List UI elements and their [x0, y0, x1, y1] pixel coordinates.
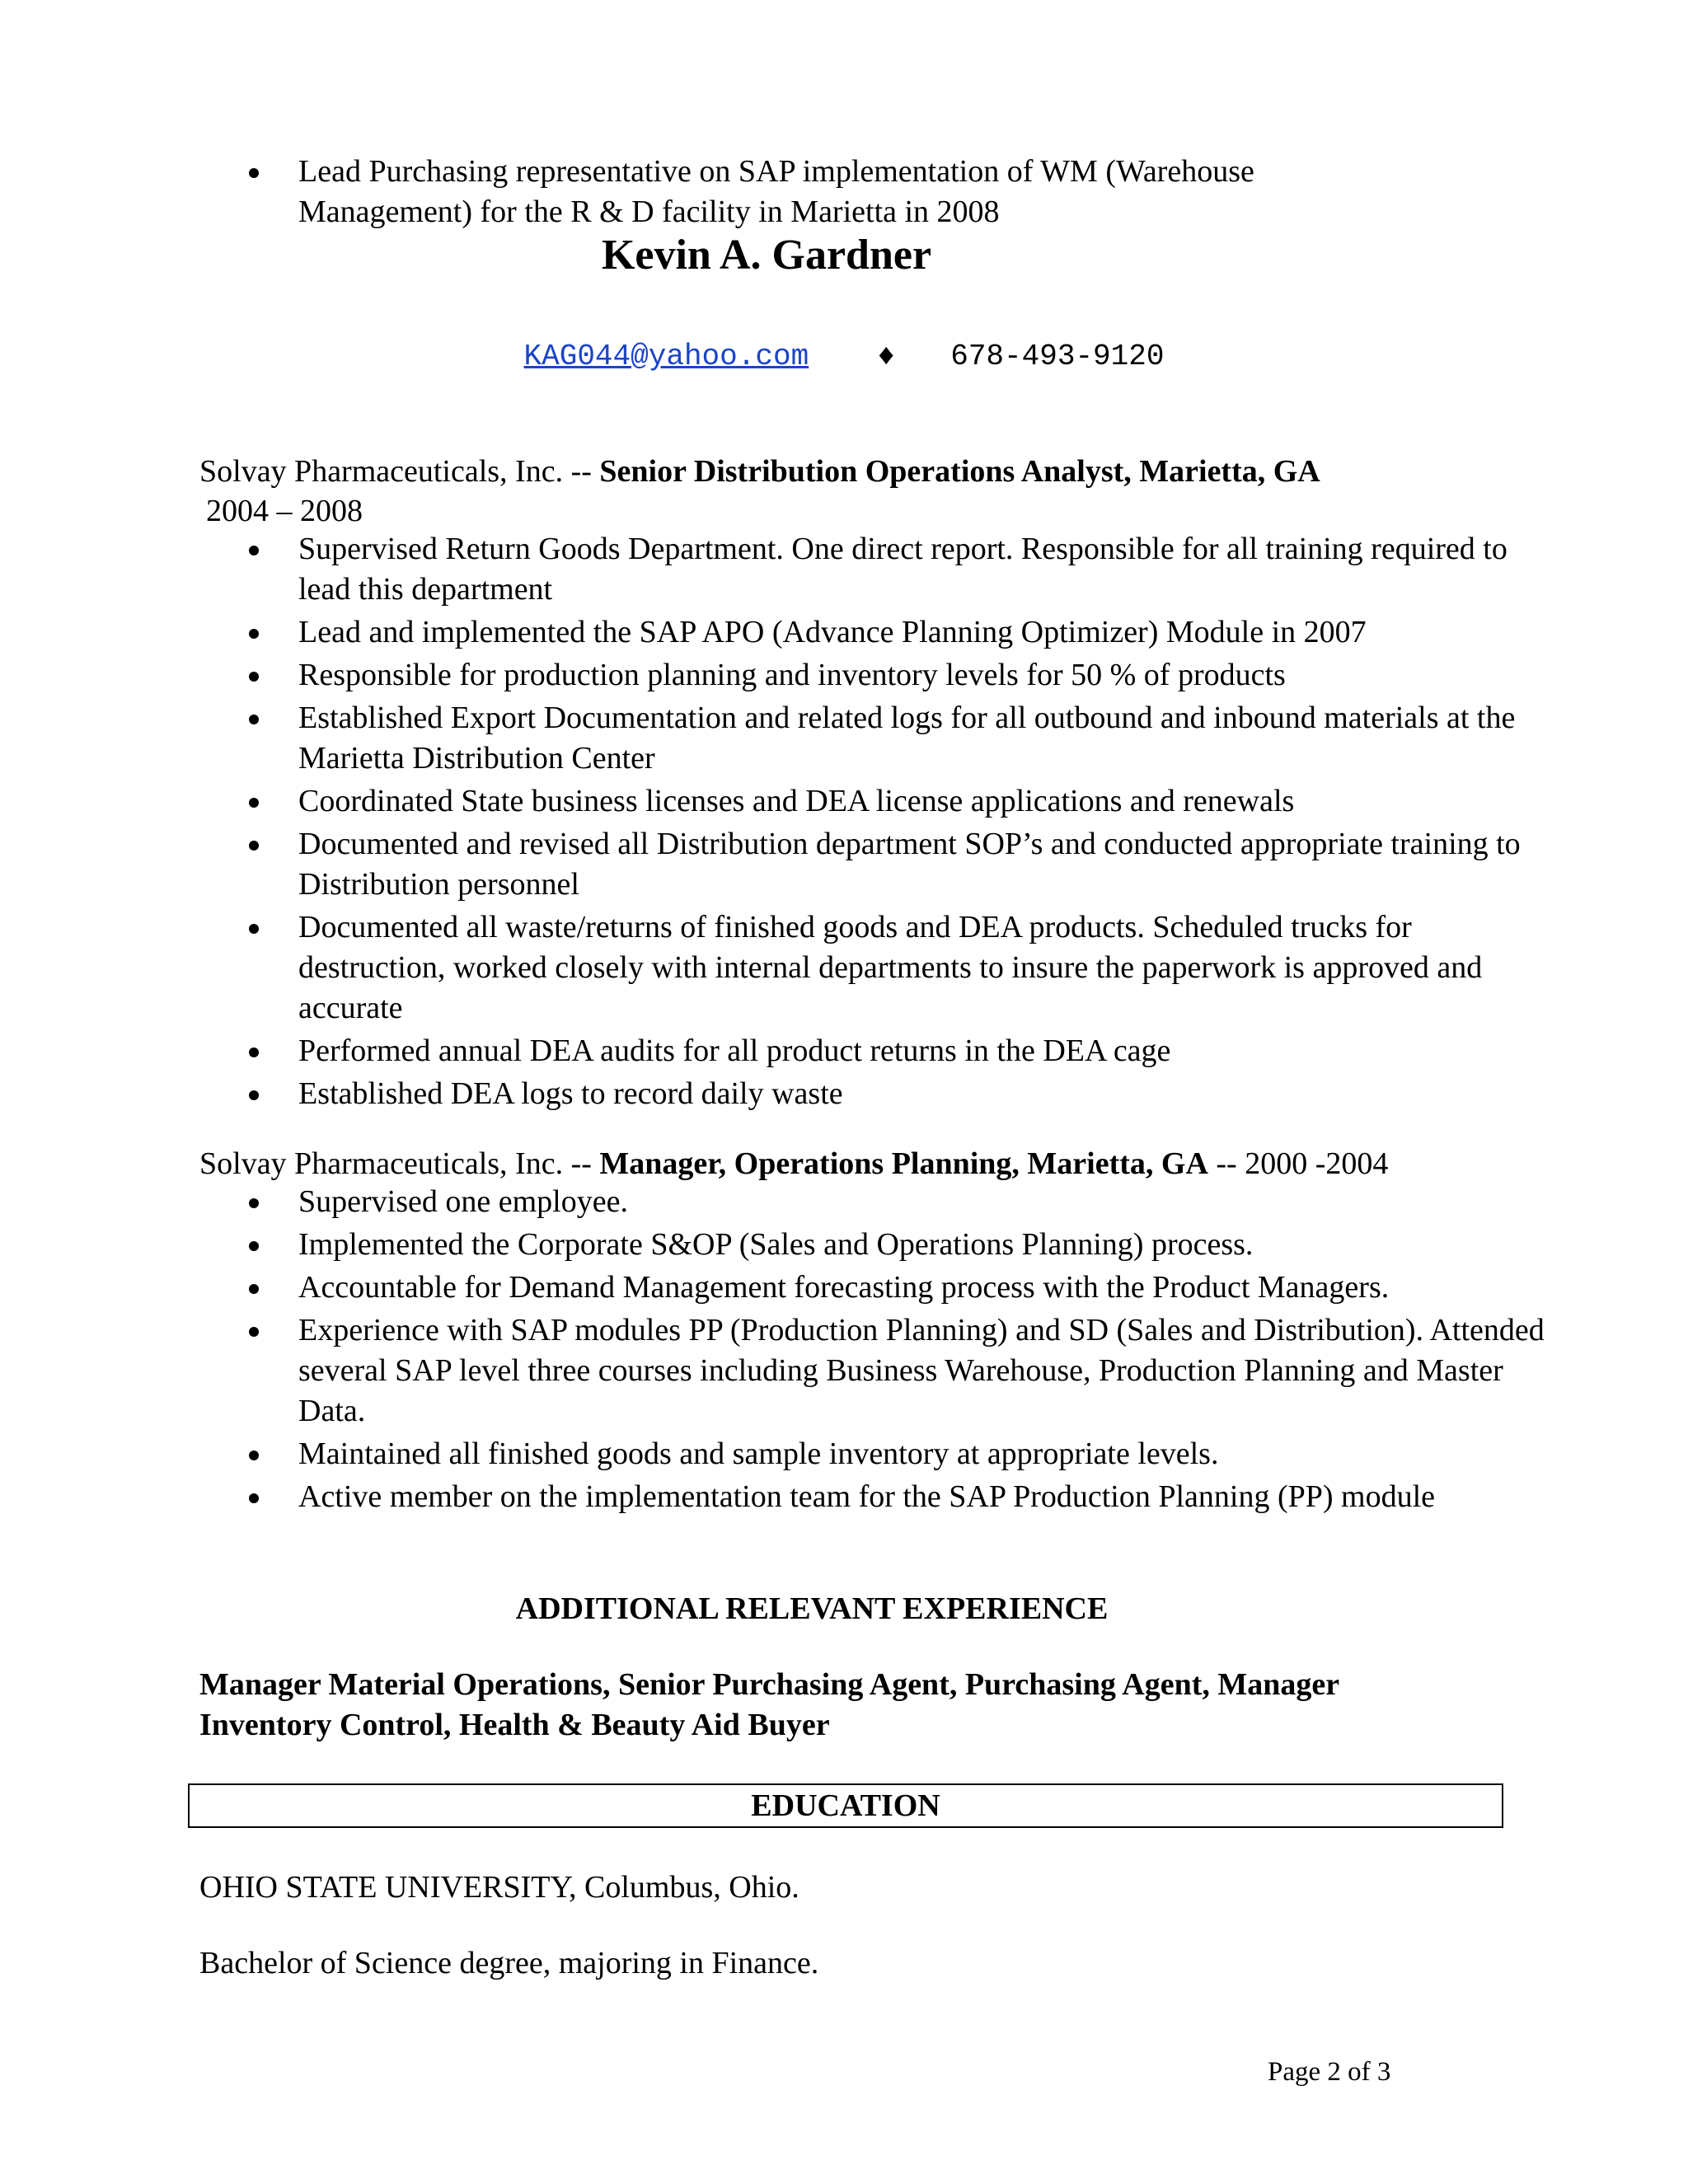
page-number: Page 2 of 3	[1268, 2057, 1391, 2087]
email-link[interactable]: KAG044@yahoo.com	[523, 340, 809, 373]
bullet-item: Supervised one employee.	[0, 1182, 1550, 1222]
bullet-item: Accountable for Demand Management forecasting process with the Product Managers.	[0, 1268, 1550, 1308]
bullet-item: Established DEA logs to record daily waste	[0, 1074, 1550, 1114]
bullet-item: Responsible for production planning and inventory levels for 50 % of products	[0, 655, 1550, 696]
bullet-item: Lead Purchasing representative on SAP implementation of WM (Warehouse Management) for the R & D facility in Marietta in 2008	[0, 152, 1304, 232]
job2-company: Solvay Pharmaceuticals, Inc. --	[199, 1146, 600, 1181]
bullet-item: Lead and implemented the SAP APO (Advance Planning Optimizer) Module in 2007	[0, 612, 1550, 653]
contact-line	[0, 336, 1688, 377]
bullet-item: Active member on the implementation team for the SAP Production Planning (PP) module	[0, 1477, 1550, 1517]
bullet-item: Coordinated State business licenses and DEA license applications and renewals	[0, 781, 1550, 822]
job1-dates: 2004 – 2008	[206, 494, 363, 528]
bullet-item: Established Export Documentation and related logs for all outbound and inbound materials at the Marietta Distribution Center	[0, 698, 1550, 779]
carryover-bullet-list	[0, 152, 1550, 235]
candidate-name: Kevin A. Gardner	[601, 232, 932, 279]
education-degree: Bachelor of Science degree, majoring in Finance.	[199, 1946, 819, 1980]
education-school: OHIO STATE UNIVERSITY, Columbus, Ohio.	[199, 1870, 799, 1905]
job1-bullet-list	[0, 529, 1550, 1117]
job2-heading	[199, 1144, 1650, 1184]
job2-title: Manager, Operations Planning, Marietta, GA	[599, 1146, 1208, 1181]
bullet-item: Supervised Return Goods Department. One direct report. Responsible for all training required to lead this department	[0, 529, 1550, 610]
education-heading-box	[188, 1783, 1503, 1828]
additional-experience-heading: ADDITIONAL RELEVANT EXPERIENCE	[515, 1591, 1109, 1626]
additional-experience-roles: Manager Material Operations, Senior Purchasing Agent, Purchasing Agent, Manager Inventory Control, Health & Beauty Aid Buyer	[199, 1667, 1339, 1742]
diamond-separator-icon: ♦	[877, 340, 895, 373]
bullet-item: Maintained all finished goods and sample inventory at appropriate levels.	[0, 1434, 1550, 1474]
bullet-item: Documented and revised all Distribution department SOP’s and conducted appropriate training to Distribution personnel	[0, 824, 1550, 905]
education-heading: EDUCATION	[751, 1788, 940, 1823]
job1-title: Senior Distribution Operations Analyst, Marietta, GA	[599, 454, 1320, 489]
job2-bullet-list	[0, 1182, 1550, 1520]
bullet-item: Performed annual DEA audits for all product returns in the DEA cage	[0, 1031, 1550, 1071]
phone-number: 678-493-9120	[950, 340, 1165, 373]
job1-company: Solvay Pharmaceuticals, Inc. --	[199, 454, 600, 489]
bullet-item: Experience with SAP modules PP (Production Planning) and SD (Sales and Distribution). Attended several SAP level three courses including Business Warehouse, Production Planning and Master Data.	[0, 1310, 1550, 1432]
job1-heading	[199, 452, 1601, 492]
bullet-item: Implemented the Corporate S&OP (Sales and Operations Planning) process.	[0, 1225, 1550, 1265]
bullet-item: Documented all waste/returns of finished goods and DEA products. Scheduled trucks for destruction, worked closely with internal departments to insure the paperwork is approved and accurate	[0, 907, 1550, 1029]
job2-dates: -- 2000 -2004	[1207, 1146, 1389, 1181]
